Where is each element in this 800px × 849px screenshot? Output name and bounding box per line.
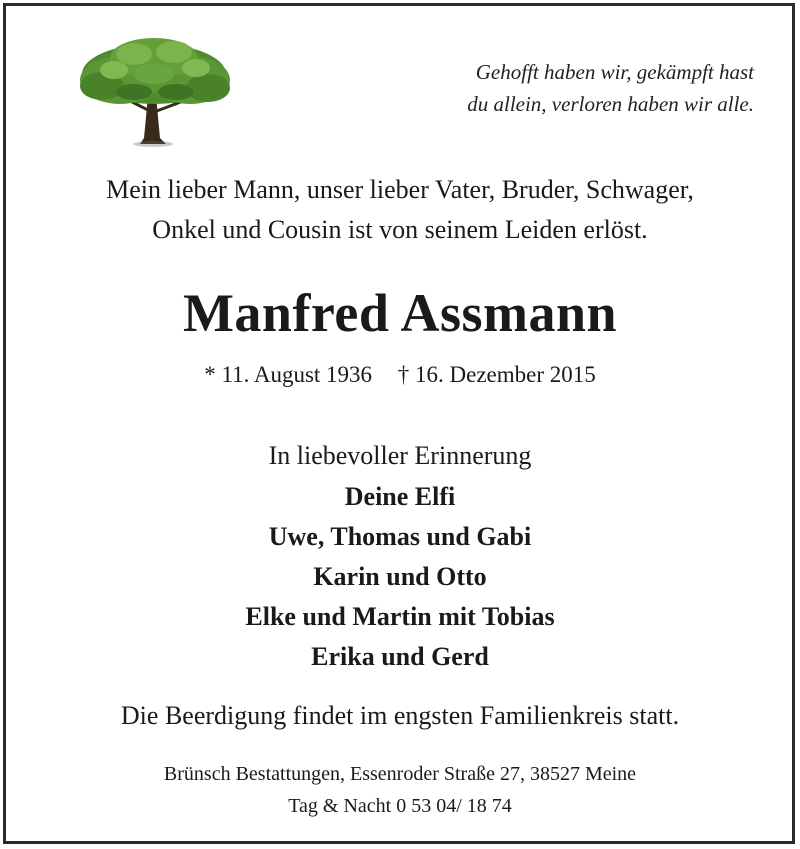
- tree-icon: [74, 34, 234, 150]
- motto-line-1: Gehofft haben wir, gekämpft hast: [475, 60, 754, 84]
- deceased-name: Manfred Assmann: [182, 283, 618, 343]
- memory-heading: In liebevoller Erinnerung: [268, 441, 532, 470]
- undertaker-phone: Tag & Nacht 0 53 04/ 18 74: [288, 795, 512, 817]
- mourner-line: Karin und Otto: [313, 562, 487, 591]
- death-date: † 16. Dezember 2015: [397, 362, 596, 387]
- mourner-line: Erika und Gerd: [311, 642, 489, 671]
- intro-line-2: Onkel und Cousin ist von seinem Leiden erlöst.: [152, 215, 648, 244]
- mourner-line: Deine Elfi: [344, 482, 456, 511]
- mourner-line: Uwe, Thomas und Gabi: [268, 522, 532, 551]
- mourner-line: Elke und Martin mit Tobias: [245, 602, 555, 631]
- funeral-notice: Die Beerdigung findet im engsten Familienkreis statt.: [120, 701, 680, 730]
- tree-canopy: [80, 38, 230, 104]
- intro-text: [0, 170, 800, 250]
- undertaker-address: Brünsch Bestattungen, Essenroder Straße 27, 38527 Meine: [163, 763, 637, 785]
- motto-line-2: du allein, verloren haben wir alle.: [467, 92, 754, 116]
- intro-line-1: Mein lieber Mann, unser lieber Vater, Bruder, Schwager,: [106, 175, 694, 204]
- undertaker-info: [0, 758, 800, 822]
- motto-quote: [374, 56, 754, 120]
- mourners-list: [0, 477, 800, 677]
- birth-date: * 11. August 1936: [204, 362, 373, 387]
- life-dates: [0, 358, 800, 392]
